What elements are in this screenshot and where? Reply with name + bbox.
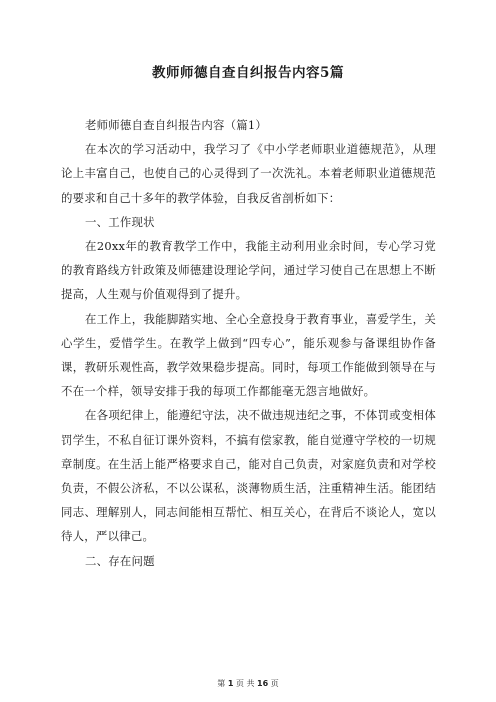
- body-paragraph: 在各项纪律上，能遵纪守法，决不做违规违纪之事，不体罚或变相体罚学生，不私自征订课外资料，不搞有偿家教，能自觉遵守学校的一切规章制度。在生活上能严格要求自己，能对自己负责，对家庭负责和对学校负责，不假公济私，不以公谋私，淡薄物质生活，注重精神生活。能团结同志、理解别人，同志间能相互帮忙、相互关心，在背后不谈论人，宽以待人，严以律己。: [61, 408, 436, 544]
- footer-middle: 页 共: [235, 679, 255, 688]
- document-body: [61, 113, 436, 573]
- footer-suffix: 页: [270, 679, 279, 688]
- footer-prefix: 第: [217, 679, 226, 688]
- section-heading-part-1: 老师师德自查自纠报告内容（篇1）: [84, 118, 268, 132]
- footer-total-pages: 16: [257, 679, 269, 688]
- section-heading-work-status: 一、工作现状: [84, 214, 155, 229]
- document-title: 教师师德自查自纠报告内容5篇: [152, 65, 344, 81]
- body-paragraph: 在本次的学习活动中，我学习了《中小学老师职业道德规范》，从理论上丰富自己，也使自己的心灵得到了一次洗礼。本着老师职业道德规范的要求和自己十多年的教学体验，自我反省剖析如下：: [61, 142, 436, 205]
- section-heading-problems: 二、存在问题: [84, 553, 155, 568]
- body-paragraph: 在20xx年的教育教学工作中，我能主动利用业余时间，专心学习党的教育路线方针政策及师德建设理论学问，通过学习使自己在思想上不断提高，人生观与价值观得到了提升。: [61, 239, 436, 302]
- body-paragraph: 在工作上，我能脚踏实地、全心全意投身于教育事业，喜爱学生，关心学生，爱惜学生。在教学上做到“四专心”，能乐观参与备课组协作备课，教研乐观性高，教学效果稳步提高。同时，每项工作能做到领导在与不在一个样，领导安排于我的每项工作都能毫无怨言地做好。: [61, 311, 436, 399]
- footer-page-number: 1: [227, 679, 234, 688]
- page-footer: [0, 679, 496, 689]
